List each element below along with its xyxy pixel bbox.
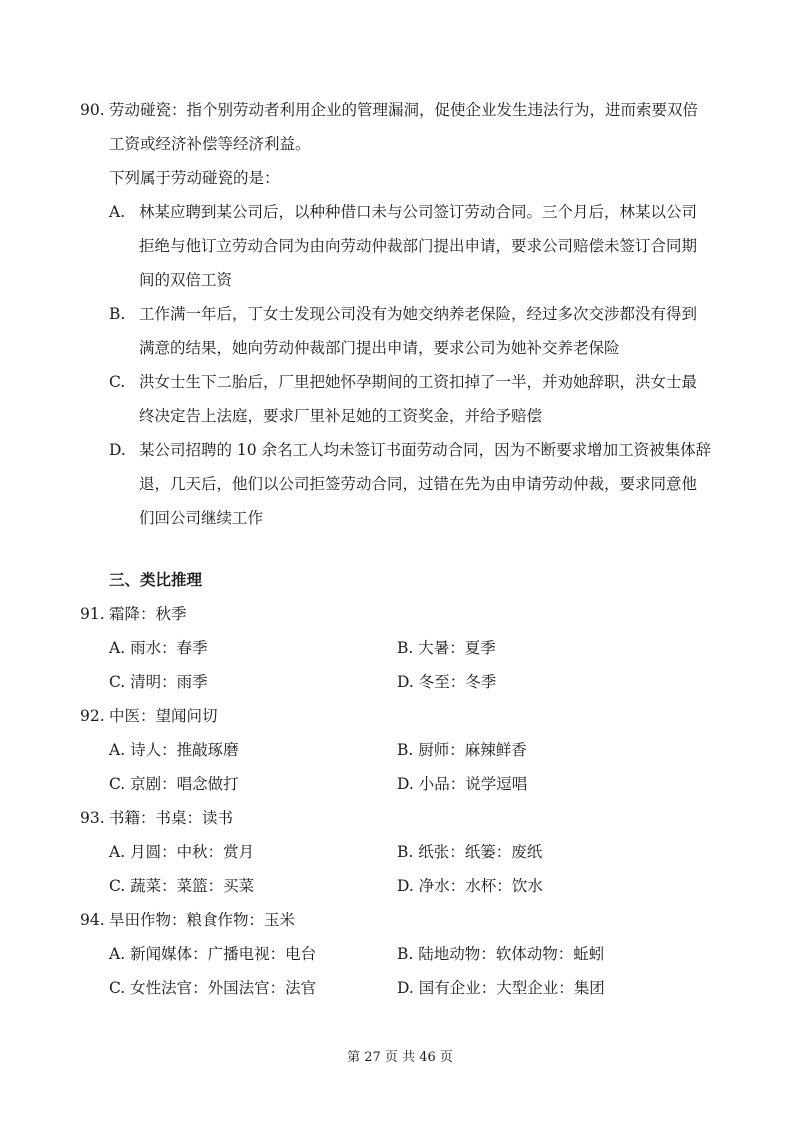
q90-stem-line-2: 工资或经济补偿等经济利益。	[109, 135, 311, 153]
q94-option-b: B. 陆地动物：软体动物：蚯蚓	[397, 945, 605, 963]
q93-option-c: C. 蔬菜：菜篮：买菜	[109, 877, 255, 895]
q90-option-c-line-2: 终决定告上法庭，要求厂里补足她的工资奖金，并给予赔偿	[139, 407, 543, 425]
q94-option-c: C. 女性法官：外国法官：法官	[109, 979, 317, 997]
q92-option-d: D. 小品：说学逗唱	[397, 775, 528, 793]
q90-number: 90.	[80, 101, 105, 119]
q91-option-a: A. 雨水：春季	[109, 639, 208, 657]
q90-option-b-line-2: 满意的结果，她向劳动仲裁部门提出申请，要求公司为她补交养老保险	[139, 339, 620, 357]
q94-option-a: A. 新闻媒体：广播电视：电台	[109, 945, 317, 963]
q90-prompt: 下列属于劳动碰瓷的是：	[109, 169, 280, 187]
q92-option-b: B. 厨师：麻辣鲜香	[397, 741, 527, 759]
q90-option-c-label: C.	[109, 373, 126, 391]
q91-option-b: B. 大暑：夏季	[397, 639, 496, 657]
q90-option-d-label: D.	[109, 441, 126, 459]
q90-option-a-label: A.	[109, 203, 126, 221]
q90-stem-line-1: 劳动碰瓷：指个别劳动者利用企业的管理漏洞，促使企业发生违法行为，进而索要双倍	[109, 101, 699, 119]
q94-number: 94.	[80, 911, 105, 929]
q93-number: 93.	[80, 809, 105, 827]
q90-option-a-line-3: 间的双倍工资	[139, 271, 233, 289]
q90-option-a-line-1: 林某应聘到某公司后，以种种借口未与公司签订劳动合同。三个月后，林某以公司	[139, 203, 698, 221]
section-heading: 三、类比推理	[109, 570, 203, 589]
q90-option-d-line-3: 们回公司继续工作	[139, 509, 264, 527]
q91-option-c: C. 清明：雨季	[109, 673, 208, 691]
q90-option-b-label: B.	[109, 305, 126, 323]
q90-option-c-line-1: 洪女士生下二胎后，厂里把她怀孕期间的工资扣掉了一半，并劝她辞职，洪女士最	[139, 373, 698, 391]
q93-option-a: A. 月圆：中秋：赏月	[109, 843, 255, 861]
q94-stem: 旱田作物：粮食作物：玉米	[109, 911, 296, 929]
q92-number: 92.	[80, 707, 105, 725]
q91-number: 91.	[80, 605, 105, 623]
q91-stem: 霜降：秋季	[109, 605, 187, 623]
q93-stem: 书籍：书桌：读书	[109, 809, 234, 827]
q90-option-b-line-1: 工作满一年后，丁女士发现公司没有为她交纳养老保险，经过多次交涉都没有得到	[139, 305, 698, 323]
q90-option-d-line-2: 退，几天后，他们以公司拒签劳动合同，过错在先为由申请劳动仲裁，要求同意他	[139, 475, 698, 493]
q90-option-d-line-1: 某公司招聘的 10 余名工人均未签订书面劳动合同，因为不断要求增加工资被集体辞	[139, 441, 712, 459]
q92-option-a: A. 诗人：推敲琢磨	[109, 741, 239, 759]
q92-stem: 中医：望闻问切	[109, 707, 218, 725]
q94-option-d: D. 国有企业：大型企业：集团	[397, 979, 605, 997]
q93-option-d: D. 净水：水杯：饮水	[397, 877, 543, 895]
q90-option-a-line-2: 拒绝与他订立劳动合同为由向劳动仲裁部门提出申请，要求公司赔偿未签订合同期	[139, 237, 698, 255]
q91-option-d: D. 冬至：冬季	[397, 673, 497, 691]
q93-option-b: B. 纸张：纸篓：废纸	[397, 843, 543, 861]
page-footer: 第 27 页 共 46 页	[347, 1050, 453, 1065]
q92-option-c: C. 京剧：唱念做打	[109, 775, 239, 793]
